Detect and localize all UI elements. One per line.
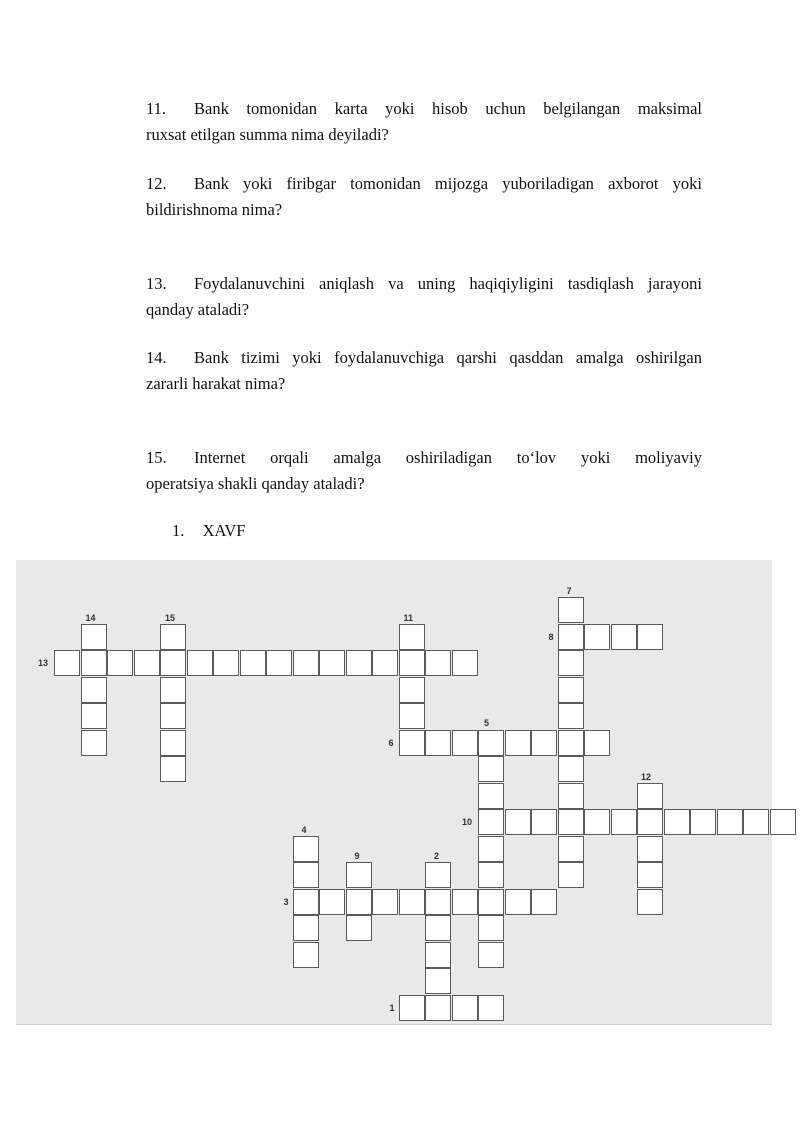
crossword-cell[interactable]: [213, 650, 239, 676]
crossword-cell[interactable]: [452, 889, 478, 915]
question-text-line2: qanday ataladi?: [146, 300, 250, 319]
clue-number-7: 7: [566, 586, 572, 596]
crossword-cell[interactable]: [637, 889, 663, 915]
crossword-cell[interactable]: [505, 730, 531, 756]
question-12: [146, 171, 702, 223]
crossword-cell[interactable]: [531, 730, 557, 756]
question-text-line2: zararli harakat nima?: [146, 374, 286, 393]
crossword-cell[interactable]: [81, 624, 107, 650]
clue-number-15: 15: [165, 612, 176, 623]
crossword-cell[interactable]: [637, 836, 663, 862]
crossword-cell[interactable]: [372, 650, 398, 676]
question-text-line1: Bank tizimi yoki foydalanuvchiga qarshi qasddan amalga oshirilgan: [194, 348, 702, 367]
clue-number-10: 10: [462, 817, 473, 827]
question-text-line1: Bank yoki firibgar tomonidan mijozga yuboriladigan axborot yoki: [194, 174, 702, 193]
crossword-cell[interactable]: [319, 650, 345, 676]
crossword-cell[interactable]: [293, 889, 319, 915]
clue-number-12: 12: [641, 771, 652, 782]
question-15: [146, 445, 702, 497]
clue-number-3: 3: [283, 896, 289, 907]
crossword-cell[interactable]: [160, 756, 186, 782]
crossword-cell[interactable]: [293, 915, 319, 941]
crossword-cell[interactable]: [293, 862, 319, 888]
question-text-line2: ruxsat etilgan summa nima deyiladi?: [146, 125, 389, 144]
crossword-cell[interactable]: [54, 650, 80, 676]
crossword-cell[interactable]: [425, 730, 451, 756]
question-number: 13.: [146, 274, 167, 293]
clue-number-13: 13: [38, 658, 49, 668]
crossword-cell[interactable]: [478, 756, 504, 782]
clue-number-5: 5: [484, 717, 490, 728]
crossword-cell[interactable]: [531, 809, 557, 835]
crossword-cell[interactable]: [346, 862, 372, 888]
crossword-cell[interactable]: [478, 995, 504, 1021]
crossword-cell[interactable]: [399, 677, 425, 703]
crossword-cell[interactable]: [81, 677, 107, 703]
crossword-cell[interactable]: [558, 783, 584, 809]
crossword-cell[interactable]: [319, 889, 345, 915]
crossword-cell[interactable]: [664, 809, 690, 835]
crossword-cell[interactable]: [505, 809, 531, 835]
crossword-cell[interactable]: [637, 624, 663, 650]
answer-number: 1.: [172, 521, 185, 540]
crossword-cell[interactable]: [372, 889, 398, 915]
crossword-cell[interactable]: [770, 809, 796, 835]
answer-item: [172, 518, 245, 544]
crossword-cell[interactable]: [160, 677, 186, 703]
crossword-cell[interactable]: [478, 889, 504, 915]
crossword-cell[interactable]: [452, 730, 478, 756]
crossword-cell[interactable]: [637, 783, 663, 809]
clue-number-4: 4: [301, 824, 307, 835]
crossword-cell[interactable]: [81, 703, 107, 729]
crossword-cell[interactable]: [743, 809, 769, 835]
crossword-cell[interactable]: [160, 650, 186, 676]
question-number: 15.: [146, 448, 167, 467]
crossword-cell[interactable]: [558, 703, 584, 729]
crossword-cell[interactable]: [531, 889, 557, 915]
crossword-cell[interactable]: [160, 703, 186, 729]
question-13: [146, 271, 702, 323]
clue-number-9: 9: [354, 851, 360, 861]
clue-number-1: 1: [389, 1002, 395, 1013]
question-text-line1: Bank tomonidan karta yoki hisob uchun belgilangan maksimal: [194, 99, 702, 118]
crossword-cell[interactable]: [293, 942, 319, 968]
question-14: [146, 345, 702, 397]
question-number: 12.: [146, 174, 167, 193]
crossword-cell[interactable]: [584, 809, 610, 835]
crossword-cell[interactable]: [558, 756, 584, 782]
crossword-cell[interactable]: [478, 915, 504, 941]
crossword-cell[interactable]: [187, 650, 213, 676]
crossword-cell[interactable]: [346, 889, 372, 915]
crossword-cell[interactable]: [505, 889, 531, 915]
question-11: [146, 96, 702, 148]
question-text-line2: operatsiya shakli qanday ataladi?: [146, 474, 365, 493]
crossword-cell[interactable]: [558, 809, 584, 835]
question-text-line2: bildirishnoma nima?: [146, 200, 283, 219]
crossword-cell[interactable]: [425, 889, 451, 915]
crossword-cell[interactable]: [399, 703, 425, 729]
clue-number-6: 6: [388, 737, 394, 748]
crossword-cell[interactable]: [399, 624, 425, 650]
crossword-cell[interactable]: [160, 730, 186, 756]
crossword-cell[interactable]: [478, 783, 504, 809]
crossword-cell[interactable]: [558, 677, 584, 703]
question-number: 14.: [146, 348, 167, 367]
crossword-cell[interactable]: [240, 650, 266, 676]
clue-number-14: 14: [85, 612, 96, 623]
crossword-cell[interactable]: [160, 624, 186, 650]
crossword-cell[interactable]: [558, 597, 584, 623]
crossword-cell[interactable]: [399, 889, 425, 915]
crossword-cell[interactable]: [452, 995, 478, 1021]
crossword-cell[interactable]: [425, 862, 451, 888]
crossword-cell[interactable]: [399, 995, 425, 1021]
crossword-cell[interactable]: [293, 836, 319, 862]
crossword-cell[interactable]: [425, 650, 451, 676]
clue-number-8: 8: [548, 631, 554, 642]
crossword-cell[interactable]: [81, 650, 107, 676]
crossword-cell[interactable]: [134, 650, 160, 676]
crossword-grid: [16, 560, 772, 1025]
crossword-cell[interactable]: [425, 968, 451, 994]
answer-text: XAVF: [202, 521, 246, 540]
crossword-cell[interactable]: [637, 862, 663, 888]
crossword-cell[interactable]: [425, 915, 451, 941]
crossword-cell[interactable]: [584, 730, 610, 756]
crossword-cell[interactable]: [478, 809, 504, 835]
crossword-cell[interactable]: [478, 730, 504, 756]
crossword-cell[interactable]: [558, 624, 584, 650]
crossword-cell[interactable]: [346, 650, 372, 676]
question-text-line1: Internet orqali amalga oshiriladigan to‘lov yoki moliyaviy: [194, 448, 702, 467]
question-number: 11.: [146, 99, 167, 118]
clue-number-2: 2: [434, 851, 440, 861]
crossword-cell[interactable]: [558, 836, 584, 862]
crossword-cell[interactable]: [266, 650, 292, 676]
crossword-cell[interactable]: [107, 650, 133, 676]
crossword-cell[interactable]: [717, 809, 743, 835]
crossword-cell[interactable]: [399, 730, 425, 756]
crossword-cell[interactable]: [611, 809, 637, 835]
crossword-cell[interactable]: [478, 942, 504, 968]
crossword-cell[interactable]: [558, 730, 584, 756]
crossword-cell[interactable]: [637, 809, 663, 835]
crossword-cell[interactable]: [399, 650, 425, 676]
crossword-cell[interactable]: [558, 650, 584, 676]
crossword-cell[interactable]: [478, 836, 504, 862]
crossword-cell[interactable]: [584, 624, 610, 650]
crossword-cell[interactable]: [425, 942, 451, 968]
crossword-cell[interactable]: [346, 915, 372, 941]
crossword-cell[interactable]: [558, 862, 584, 888]
crossword-cell[interactable]: [293, 650, 319, 676]
question-text-line1: Foydalanuvchini aniqlash va uning haqiqiyligini tasdiqlash jarayoni: [194, 274, 702, 293]
crossword-cell[interactable]: [690, 809, 716, 835]
crossword-cell[interactable]: [425, 995, 451, 1021]
crossword-cell[interactable]: [452, 650, 478, 676]
crossword-cell[interactable]: [478, 862, 504, 888]
clue-number-11: 11: [403, 612, 414, 623]
crossword-cell[interactable]: [81, 730, 107, 756]
crossword-cell[interactable]: [611, 624, 637, 650]
